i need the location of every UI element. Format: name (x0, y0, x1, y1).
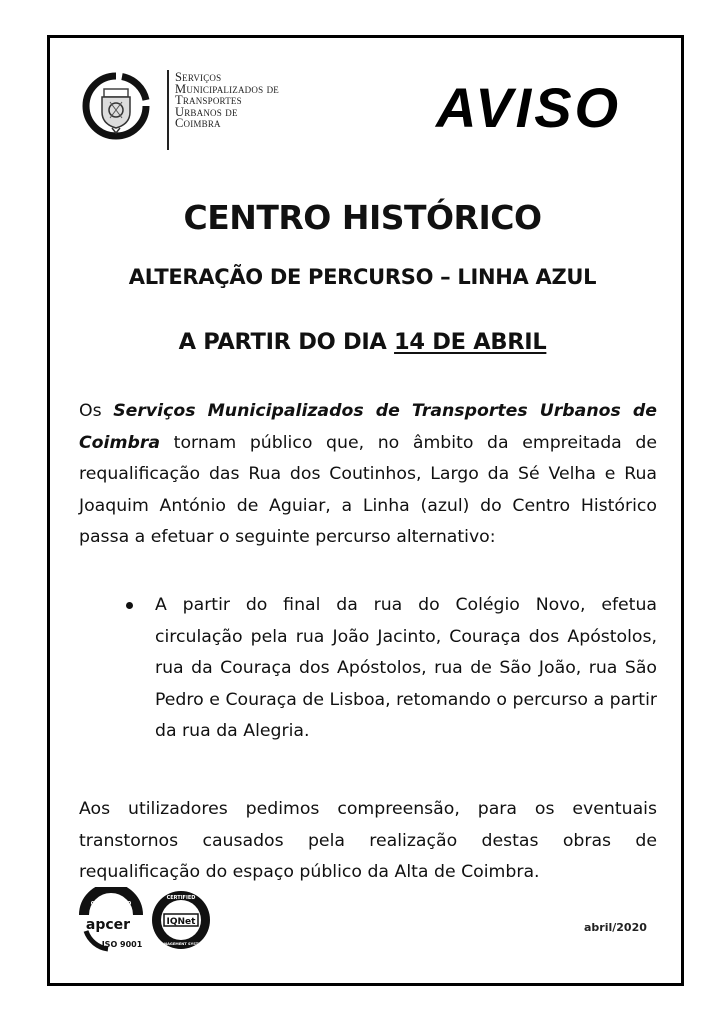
iqnet-certified-icon (148, 887, 214, 953)
intro-organization: Serviços Municipalizados de Transportes Urbanos de Coimbra (79, 401, 657, 453)
svg-text:CERTIFICAÇÃO: CERTIFICAÇÃO (90, 901, 132, 907)
certification-logos (78, 887, 228, 959)
page-title: CENTRO HISTÓRICO (183, 198, 542, 237)
org-line: Urbanos de (175, 104, 238, 119)
svg-text:apcer: apcer (85, 917, 131, 933)
page-subtitle: ALTERAÇÃO DE PERCURSO – LINHA AZUL (128, 265, 597, 289)
route-item-text: A partir do final da rua do Colégio Novo, efetua circulação pela rua João Jacinto, Couraça dos Apóstolos, rua da Couraça dos Apóstolos, rua de São João, rua São Pedro e Couraça de Lisboa, retomando o percurso a partir da rua da Alegria. (155, 595, 657, 741)
logo-divider (167, 70, 169, 150)
intro-paragraph (79, 396, 657, 554)
svg-text:MANAGEMENT SYSTEM: MANAGEMENT SYSTEM (157, 942, 205, 946)
org-line: Coimbra (175, 116, 221, 130)
route-list (79, 590, 657, 748)
svg-text:CERTIFIED: CERTIFIED (166, 895, 196, 901)
footer-date: abril/2020 (584, 921, 647, 934)
intro-text: tornam público que, no âmbito da empreitada de requalificação das Rua dos Coutinhos, Largo da Sé Velha e Rua Joaquim António de Aguiar, a Linha (azul) do Centro Histórico passa a efetuar o seguinte percurso alternativo: (79, 432, 657, 547)
route-item (79, 590, 657, 748)
org-line: Serviços (175, 70, 222, 84)
svg-text:ISO 9001: ISO 9001 (101, 940, 143, 949)
date-value: 14 DE ABRIL (394, 329, 547, 355)
notice-label: AVISO (436, 76, 622, 139)
smtuc-logo (82, 66, 322, 156)
date-prefix: A PARTIR DO DIA (178, 329, 395, 355)
coimbra-coat-of-arms-icon (82, 72, 150, 140)
apcer-iso-9001-icon (78, 887, 144, 953)
effective-date (0, 326, 725, 358)
org-line: Municipalizados de (175, 81, 280, 96)
closing-paragraph: Aos utilizadores pedimos compreensão, para os eventuais transtornos causados pela realização destas obras de requalificação do espaço público da Alta de Coimbra. (79, 799, 657, 882)
organization-name (175, 72, 279, 130)
intro-prefix: Os (79, 401, 114, 421)
bullet-icon (126, 602, 133, 609)
svg-text:IQNet: IQNet (166, 917, 196, 927)
org-line: Transportes (175, 93, 242, 107)
